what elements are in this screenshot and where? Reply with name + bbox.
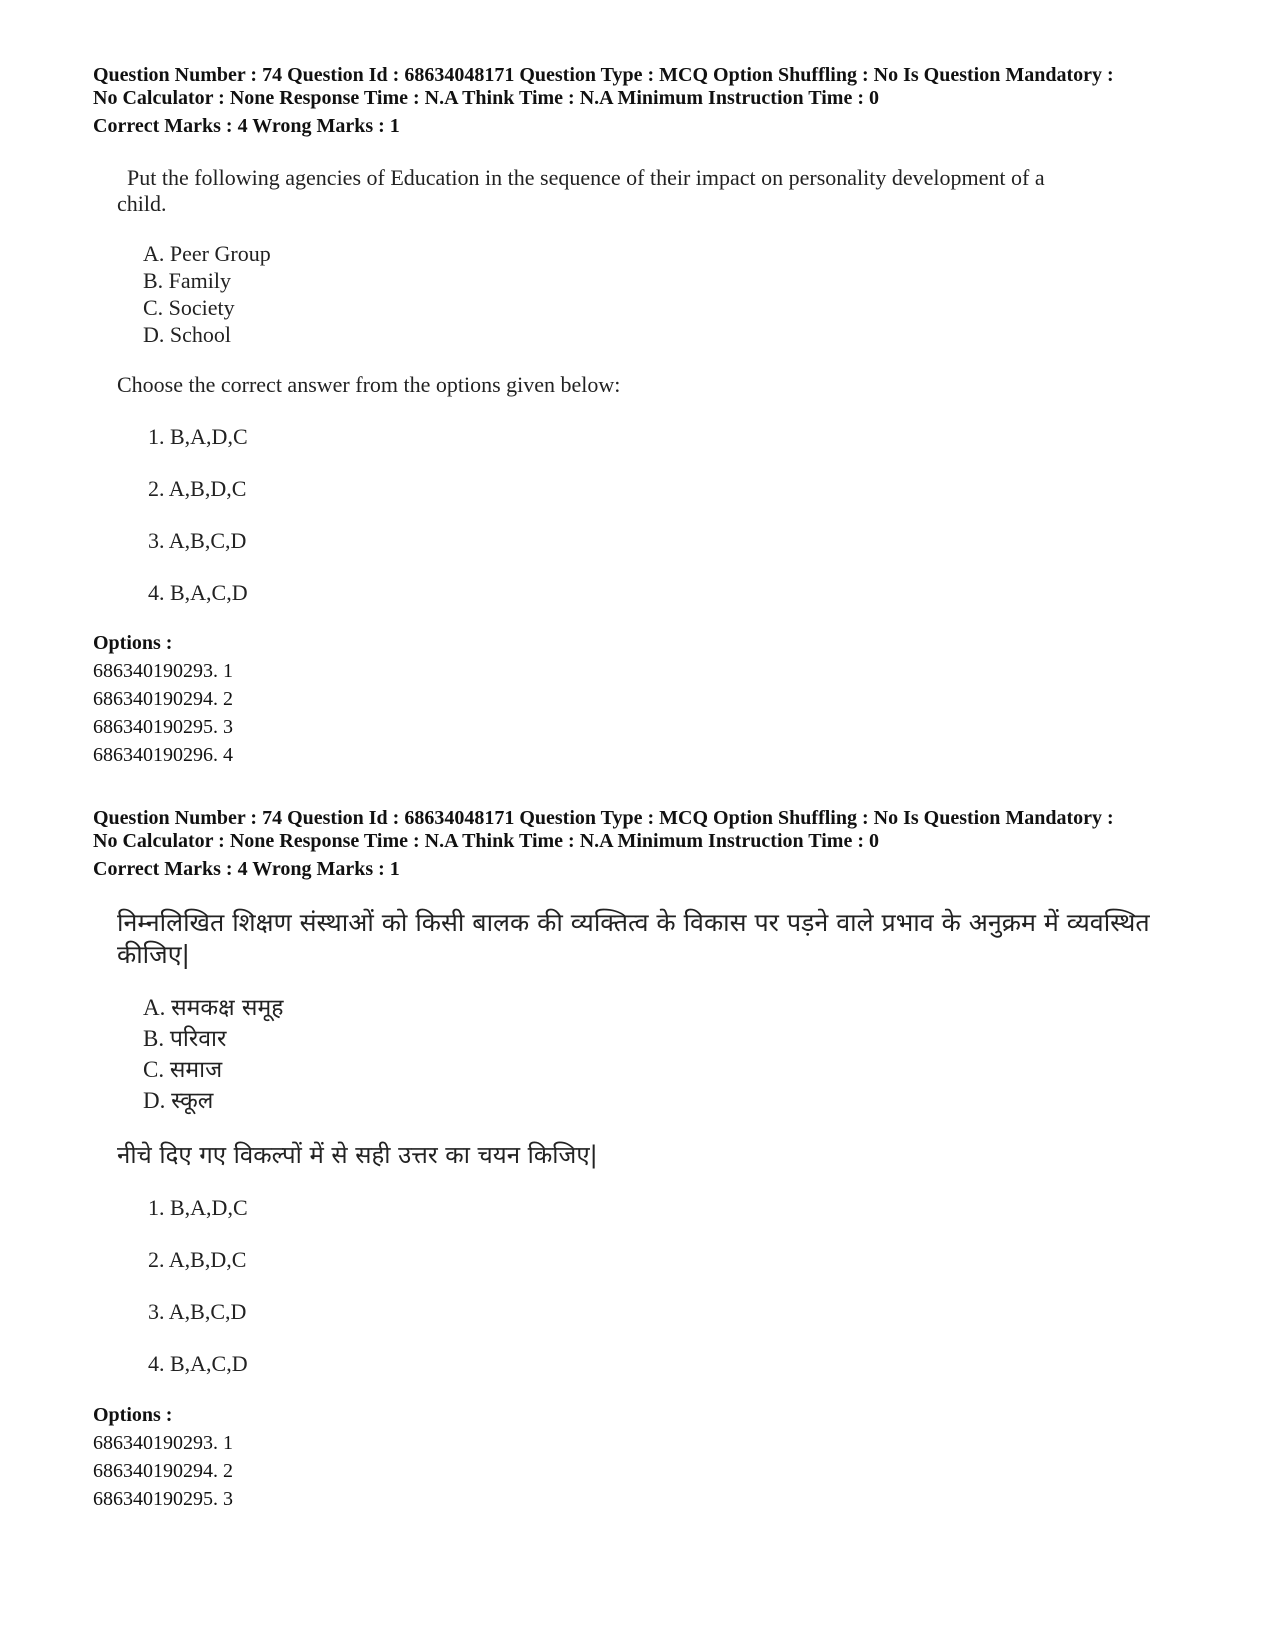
answer-choice: 2. A,B,D,C <box>148 1247 247 1272</box>
question-stem-line-1: Put the following agencies of Education in the sequence of their impact on personality development of a <box>127 165 1045 190</box>
option-id-row: 686340190295. 3 <box>93 1488 233 1510</box>
option-id-row: 686340190296. 4 <box>93 744 233 766</box>
answer-choice: 1. B,A,D,C <box>148 424 248 449</box>
item-letter: A. <box>143 995 166 1020</box>
option-id-row: 686340190293. 1 <box>93 1432 233 1454</box>
question-meta-line-1: Question Number : 74 Question Id : 68634048171 Question Type : MCQ Option Shuffling : No Is Question Mandatory : <box>93 64 1114 86</box>
choose-instruction: Choose the correct answer from the options given below: <box>117 372 621 397</box>
item-text: स्कूल <box>171 1088 214 1114</box>
answer-choice: 3. A,B,C,D <box>148 1299 247 1324</box>
item-text: समकक्ष समूह <box>171 995 284 1021</box>
answer-choice: 4. B,A,C,D <box>148 580 248 605</box>
option-id-row: 686340190295. 3 <box>93 716 233 738</box>
answer-choice: 4. B,A,C,D <box>148 1351 248 1376</box>
list-item <box>143 1024 226 1054</box>
question-stem-line-2: कीजिए| <box>117 940 190 969</box>
answer-choice: 3. A,B,C,D <box>148 528 247 553</box>
list-item: A. Peer Group <box>143 241 271 266</box>
answer-choice: 2. A,B,D,C <box>148 476 247 501</box>
question-stem-line-2: child. <box>117 191 167 216</box>
marks-line: Correct Marks : 4 Wrong Marks : 1 <box>93 858 400 880</box>
option-id-row: 686340190293. 1 <box>93 660 233 682</box>
item-text: समाज <box>169 1057 223 1083</box>
item-letter: B. <box>143 1026 165 1051</box>
list-item <box>143 1086 213 1116</box>
choose-instruction: नीचे दिए गए विकल्पों में से सही उत्तर का चयन किजिए| <box>117 1141 598 1169</box>
question-meta-line-1: Question Number : 74 Question Id : 68634048171 Question Type : MCQ Option Shuffling : No Is Question Mandatory : <box>93 807 1114 829</box>
list-item: D. School <box>143 322 231 347</box>
options-label: Options : <box>93 632 173 654</box>
list-item: B. Family <box>143 268 232 293</box>
option-id-row: 686340190294. 2 <box>93 688 233 710</box>
marks-line: Correct Marks : 4 Wrong Marks : 1 <box>93 115 400 137</box>
answer-choice: 1. B,A,D,C <box>148 1195 248 1220</box>
options-label: Options : <box>93 1404 173 1426</box>
item-letter: D. <box>143 1088 166 1113</box>
question-meta-line-2: No Calculator : None Response Time : N.A Think Time : N.A Minimum Instruction Time : 0 <box>93 830 879 852</box>
list-item: C. Society <box>143 295 235 320</box>
item-text: परिवार <box>169 1026 227 1052</box>
item-letter: C. <box>143 1057 165 1082</box>
question-meta-line-2: No Calculator : None Response Time : N.A Think Time : N.A Minimum Instruction Time : 0 <box>93 87 879 109</box>
question-stem-line-1: निम्नलिखित शिक्षण संस्थाओं को किसी बालक की व्यक्तित्व के विकास पर पड़ने वाले प्रभाव के अनुक्रम में व्यवस्थित <box>117 908 1150 937</box>
option-id-row: 686340190294. 2 <box>93 1460 233 1482</box>
list-item <box>143 1055 222 1085</box>
list-item <box>143 993 283 1023</box>
